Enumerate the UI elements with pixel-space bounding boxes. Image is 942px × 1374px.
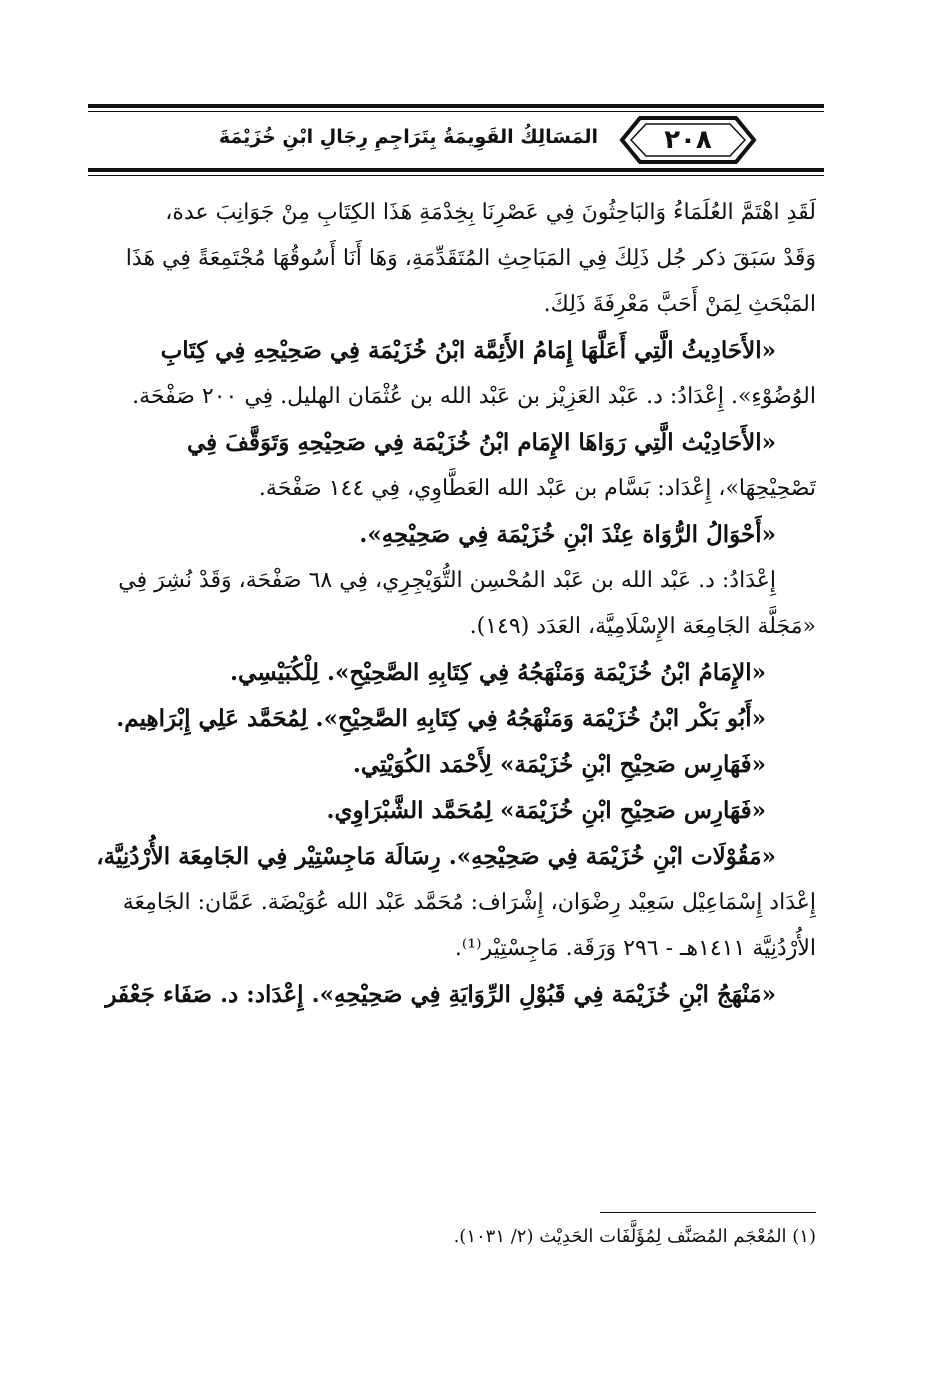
body-text — [96, 190, 816, 1018]
text-line: «الإِمَامُ ابْنُ خُزَيْمَة وَمَنْهَجُهُ فِي كِتَابِهِ الصَّحِيْحِ». لِلْكُبَيْسِي. — [230, 659, 766, 686]
text-line: المَبْحَثِ لِمَنْ أَحَبَّ مَعْرِفَةَ ذَلِكَ. — [543, 292, 816, 317]
text-line: «أَبُو بَكْر ابْنُ خُزَيْمَة وَمَنْهَجُهُ فِي كِتَابِهِ الصَّحِيْحِ». لِمُحَمَّد عَلِي إِبْرَاهِيم. — [116, 705, 766, 732]
text-line: وَقَدْ سَبَقَ ذكر جُل ذَلِكَ فِي المَبَاحِثِ المُتَقَدِّمَةِ، وَهَا أَنَا أَسُوقُهَا مُجْتَمِعَةً فِي هَذَا — [125, 246, 816, 271]
text-line: الوُضُوْءِ». إِعْدَادُ: د. عَبْد العَزِيْز بن عَبْد الله بن عُثْمَان الهليل. فِي ٢٠٠ صَفْحَة. — [132, 384, 816, 409]
text-line: «أَحْوَالُ الرُّوَاة عِنْدَ ابْنِ خُزَيْمَة فِي صَحِيْحِهِ». — [359, 521, 776, 548]
text-line: إِعْدَادُ: د. عَبْد الله بن عَبْد المُحْسِن التُّوَيْجِرِي، فِي ٦٨ صَفْحَة، وَقَدْ نُشِرَ فِي — [118, 568, 776, 593]
header-rule-bottom-thick — [88, 168, 824, 172]
text-line: «الأَحَادِيثُ الَّتِي أَعَلَّهَا إِمَامُ الأَئِمَّة ابْنُ خُزَيْمَة فِي صَحِيْحِهِ فِي كِتَابِ — [160, 337, 776, 364]
text-line: «فَهَارِس صَحِيْحِ ابْنِ خُزَيْمَة» لِمُحَمَّد الشَّبْرَاوِي. — [326, 797, 766, 824]
text-line: «مَنْهَجُ ابْنِ خُزَيْمَة فِي قَبُوْلِ الرِّوَايَةِ فِي صَحِيْحِهِ». إِعْدَاد: د. صَفَاء جَعْفَر — [105, 981, 776, 1008]
text-line: «مَقُوْلَات ابْنِ خُزَيْمَة فِي صَحِيْحِهِ». رِسَالَة مَاجِسْتِيْر فِي الجَامِعَة الأُرْدُنِيَّة، — [96, 843, 776, 870]
header-rule-top-thick — [88, 104, 824, 108]
text-line: لَقَدِ اهْتَمَّ العُلَمَاءُ وَالبَاحِثُونَ فِي عَصْرِنَا بِخِدْمَةِ هَذَا الكِتَابِ مِنْ جَوَانِبَ عدة، — [165, 200, 816, 225]
text-line: تَصْحِيْحِهَا»، إِعْدَاد: بَسَّام بن عَبْد الله العَطَّاوِي، فِي ١٤٤ صَفْحَة. — [258, 476, 816, 501]
text-line: «مَجَلَّة الجَامِعَة الإِسْلَامِيَّة، العَدَد (١٤٩). — [469, 614, 816, 639]
page-number-frame — [618, 114, 758, 166]
header-rule-bottom-thin — [88, 175, 824, 176]
page-header — [88, 96, 824, 182]
footnote: (١) المُعْجَم المُصَنَّف لِمُؤَلَّفَات الحَدِيْث (٢/ ١٠٣١). — [453, 1226, 816, 1247]
text-line: إِعْدَاد إِسْمَاعِيْل سَعِيْد رِضْوَان، إِشْرَاف: مُحَمَّد عَبْد الله عُوَيْضَة. عَمَّان: الجَامِعَة — [122, 890, 816, 915]
running-title: المَسَالِكُ القَوِيمَةُ بِتَرَاجِمِ رِجَالِ ابْنِ خُزَيْمَةَ — [218, 126, 598, 148]
text-line: «الأَحَادِيْث الَّتِي رَوَاهَا الإِمَام ابْنُ خُزَيْمَة فِي صَحِيْحِهِ وَتَوَقَّفَ فِي — [187, 429, 776, 456]
footnote-divider — [600, 1212, 816, 1213]
text-line: الأُرْدُنِيَّة ١٤١١هـ - ٢٩٦ وَرَقَة. مَاجِسْتِيْر⁽¹⁾. — [454, 936, 816, 961]
text-line: «فَهَارِس صَحِيْحِ ابْنِ خُزَيْمَة» لِأَحْمَد الكُوَيْتِي. — [352, 751, 766, 778]
header-rule-top-thin — [88, 111, 824, 112]
page-number: ٢٠٨ — [664, 125, 712, 155]
